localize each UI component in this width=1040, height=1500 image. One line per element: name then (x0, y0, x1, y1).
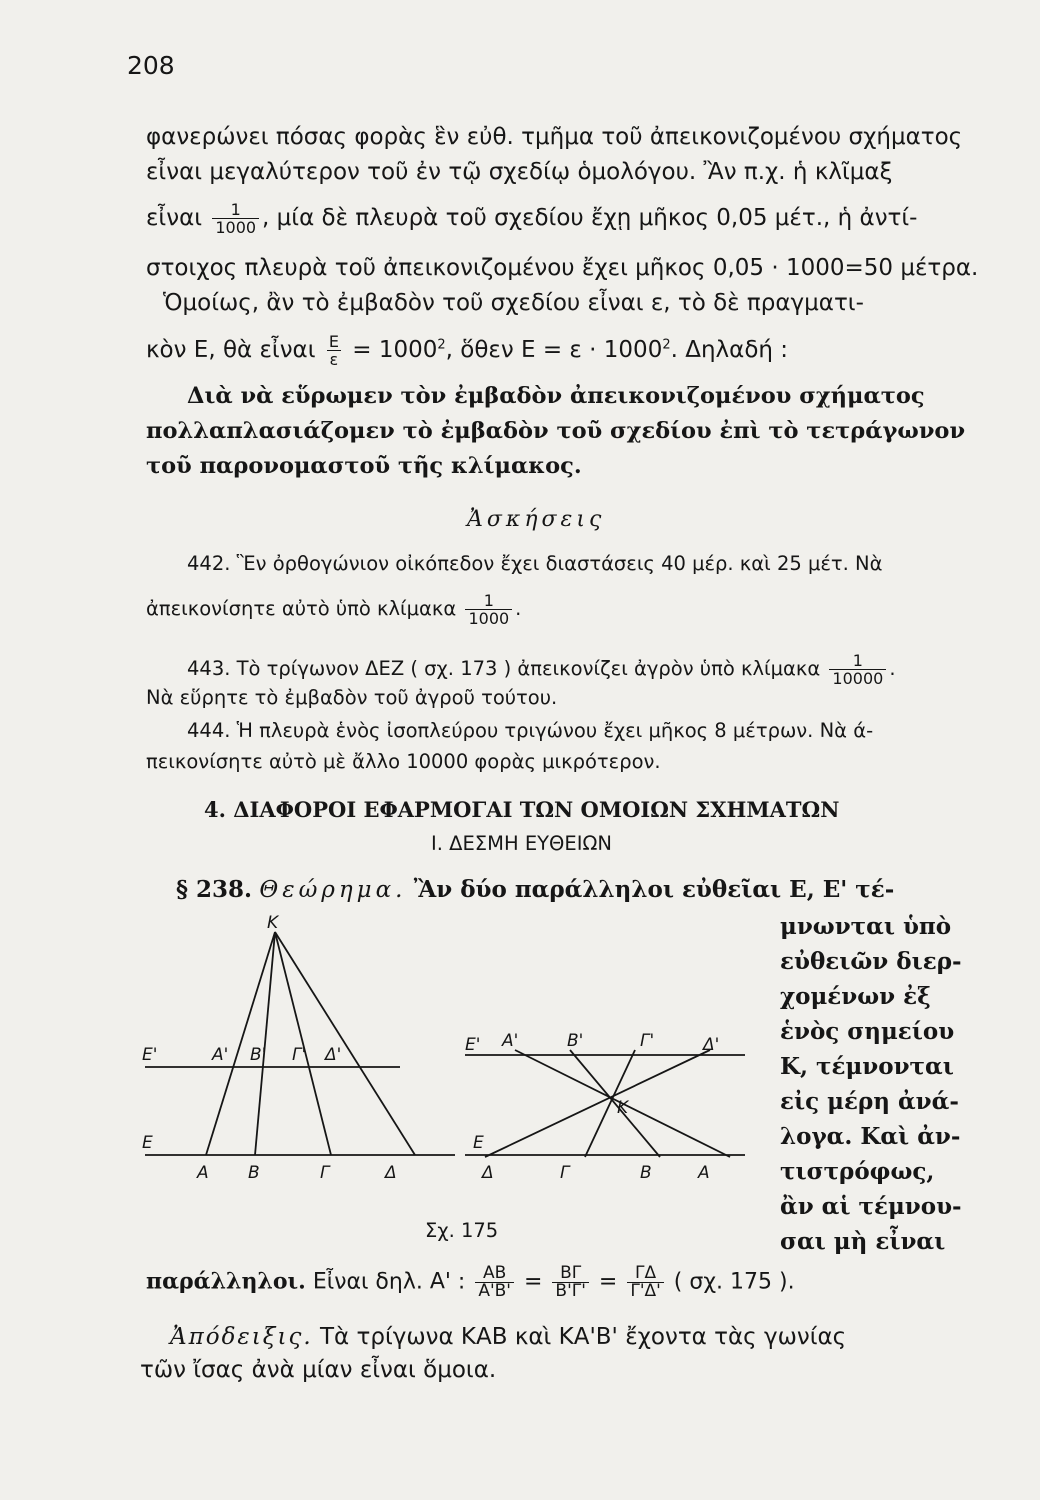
theorem-label: Θεώρημα. (259, 877, 407, 903)
rule-line: Διὰ νὰ εὕρωμεν τὸν ἐμβαδὸν ἀπεικονιζομένου σχήματος (187, 383, 925, 409)
equals-sign: = (523, 1269, 543, 1295)
proportion-line (146, 1265, 795, 1300)
label-g: Γ (560, 1163, 570, 1183)
side-line: εὐθειῶν διερ- (780, 948, 962, 975)
text-span: εἶναι (146, 205, 203, 231)
text-span: , μία δὲ πλευρὰ τοῦ σχεδίου ἔχῃ μῆκος 0,05 μέτ., ἡ ἀντί- (262, 205, 918, 231)
side-line: τιστρόφως, (780, 1158, 935, 1185)
fraction-denominator: Α'Β' (475, 1282, 514, 1300)
label-b: B (640, 1163, 652, 1183)
text-span: Τὰ τρίγωνα ΚΑΒ καὶ ΚΑ'Β' ἔχοντα τὰς γωνίας (319, 1324, 847, 1350)
fraction-numerator: ΑΒ (483, 1263, 507, 1283)
side-line: μνωνται ὑπὸ (780, 913, 952, 940)
left-labels (142, 913, 397, 1183)
fraction-denominator: 1000 (465, 609, 512, 627)
fraction-numerator: 1 (483, 591, 494, 610)
label-b-prime: B' (250, 1045, 267, 1065)
label-a: A (197, 1163, 209, 1183)
label-g-prime: Γ' (640, 1031, 655, 1051)
exercise-442: 442. Ἓν ὀρθογώνιον οἰκόπεδον ἔχει διαστάσεις 40 μέρ. καὶ 25 μέτ. Νὰ (187, 552, 883, 575)
text-line: εἶναι μεγαλύτερον τοῦ ἐν τῷ σχεδίῳ ὁμολόγου. Ἂν π.χ. ἡ κλῖμαξ (146, 159, 893, 185)
side-line: ἂν αἱ τέμνου- (780, 1193, 962, 1220)
ray-kg (275, 932, 331, 1155)
scale-fraction (829, 652, 886, 687)
exponent: 2 (662, 337, 671, 353)
label-e-prime: E' (465, 1035, 481, 1055)
area-fraction (326, 333, 342, 368)
text-line: στοιχος πλευρὰ τοῦ ἀπεικονιζομένου ἔχει μῆκος 0,05 · 1000=50 μέτρα. (146, 255, 979, 281)
side-line: σαι μὴ εἶναι (780, 1228, 946, 1255)
text-span: Εἶναι δηλ. Α' : (312, 1269, 466, 1295)
scale-fraction (212, 201, 259, 236)
theorem-line (176, 876, 894, 904)
fraction-numerator: ΒΓ (560, 1263, 582, 1283)
text-span: . Δηλαδή : (670, 337, 789, 363)
label-d-prime: Δ' (325, 1045, 342, 1065)
section-title: 4. ΔΙΑΦΟΡΟΙ ΕΦΑΡΜΟΓΑΙ ΤΩΝ ΟΜΟΙΩΝ ΣΧΗΜΑΤΩΝ (204, 797, 840, 822)
text-line (146, 123, 964, 151)
label-b: B (248, 1163, 260, 1183)
text-span: ( σχ. 175 ). (673, 1269, 795, 1295)
label-k: K (617, 1098, 629, 1118)
text-line: πεικονίσητε αὐτὸ μὲ ἄλλο 10000 φορὰς μικρότερον. (146, 750, 661, 773)
side-line: Κ, τέμνονται (780, 1053, 954, 1080)
text-span: φανερώνει πόσας φορὰς ἓν εὐθ. τμῆμα τοῦ ἀπεικονιζομένου σχήματος (146, 124, 963, 150)
label-d: Δ (482, 1163, 494, 1183)
proof-line (170, 1323, 846, 1351)
figure-175 (130, 910, 760, 1200)
label-k: K (267, 913, 279, 933)
page-number: 208 (127, 51, 175, 80)
text-span: . (889, 657, 896, 680)
theorem-statement: Ἂν δύο παράλληλοι εὐθεῖαι Ε, Ε' τέ- (413, 876, 895, 903)
text-line (146, 201, 917, 236)
label-g: Γ (320, 1163, 330, 1183)
text-line (146, 333, 788, 368)
left-diagram (145, 932, 455, 1155)
text-span: 443. Τὸ τρίγωνον ΔΕΖ ( σχ. 173 ) ἀπεικονίζει ἀγρὸν ὑπὸ κλίμακα (187, 657, 821, 680)
text-line: Νὰ εὕρητε τὸ ἐμβαδὸν τοῦ ἀγροῦ τούτου. (146, 686, 558, 709)
equals-sign: = (598, 1269, 618, 1295)
rule-line: πολλαπλασιάζομεν τὸ ἐμβαδὸν τοῦ σχεδίου ἐπὶ τὸ τετράγωνον (146, 418, 966, 444)
ratio-fraction (552, 1265, 588, 1300)
fraction-numerator: 1 (852, 651, 863, 670)
figure-caption: Σχ. 175 (425, 1219, 499, 1242)
label-g-prime: Γ' (292, 1045, 307, 1065)
side-line: ἑνὸς σημείου (780, 1018, 955, 1045)
side-line: χομένων ἐξ (780, 983, 931, 1010)
exercise-444: 444. Ἡ πλευρὰ ἑνὸς ἰσοπλεύρου τριγώνου ἔχει μῆκος 8 μέτρων. Νὰ ά- (187, 719, 874, 742)
line-d-prime-d (485, 1050, 710, 1157)
text-span: παράλληλοι. (146, 1268, 306, 1295)
fraction-denominator: 1000 (212, 218, 259, 236)
label-b-prime: B' (567, 1031, 584, 1051)
ratio-fraction (475, 1265, 514, 1300)
text-span: ἀπεικονίσητε αὐτὸ ὑπὸ κλίμακα (146, 597, 457, 620)
fraction-numerator: ΓΔ (635, 1263, 657, 1283)
side-line: εἰς μέρη ἀνά- (780, 1088, 959, 1115)
label-a: A (698, 1163, 710, 1183)
rule-line: τοῦ παρονομαστοῦ τῆς κλίμακος. (146, 453, 582, 479)
text-span: , ὅθεν Ε = ε · 1000 (445, 337, 663, 363)
theorem-number: § 238. (176, 876, 253, 903)
label-e: E (473, 1133, 484, 1153)
label-e: E (142, 1133, 153, 1153)
label-d: Δ (385, 1163, 397, 1183)
exercise-443 (187, 652, 896, 687)
label-e-prime: E' (142, 1045, 158, 1065)
exercises-heading: Ἀσκήσεις (467, 507, 606, 532)
subsection-title: Ι. ΔΕΣΜΗ ΕΥΘΕΙΩΝ (431, 832, 612, 855)
fraction-numerator: 1 (230, 200, 241, 219)
text-span: . (515, 597, 522, 620)
fraction-denominator: ε (327, 350, 342, 368)
fraction-numerator: Ε (328, 332, 339, 351)
label-a-prime: A' (502, 1031, 519, 1051)
fraction-denominator: Β'Γ' (552, 1282, 588, 1300)
ratio-fraction (627, 1265, 663, 1300)
label-d-prime: Δ' (703, 1035, 720, 1055)
text-span: = 1000 (352, 337, 438, 363)
right-diagram (465, 1050, 745, 1157)
exponent: 2 (437, 337, 446, 353)
proof-line: τῶν ἴσας ἀνὰ μίαν εἶναι ὅμοια. (140, 1357, 497, 1383)
text-span: κὸν Ε, θὰ εἶναι (146, 337, 316, 363)
ray-kd (275, 932, 415, 1155)
fraction-denominator: 10000 (829, 669, 886, 687)
fraction-denominator: Γ'Δ' (627, 1282, 663, 1300)
label-a-prime: A' (212, 1045, 229, 1065)
scale-fraction (465, 592, 512, 627)
line-b-prime-b (570, 1050, 660, 1157)
proof-label: Ἀπόδειξις. (170, 1324, 313, 1350)
text-line: Ὁμοίως, ἂν τὸ ἐμβαδὸν τοῦ σχεδίου εἶναι ε, τὸ δὲ πραγματι- (163, 290, 864, 316)
text-line (146, 592, 521, 627)
side-line: λογα. Καὶ ἀν- (780, 1123, 961, 1150)
